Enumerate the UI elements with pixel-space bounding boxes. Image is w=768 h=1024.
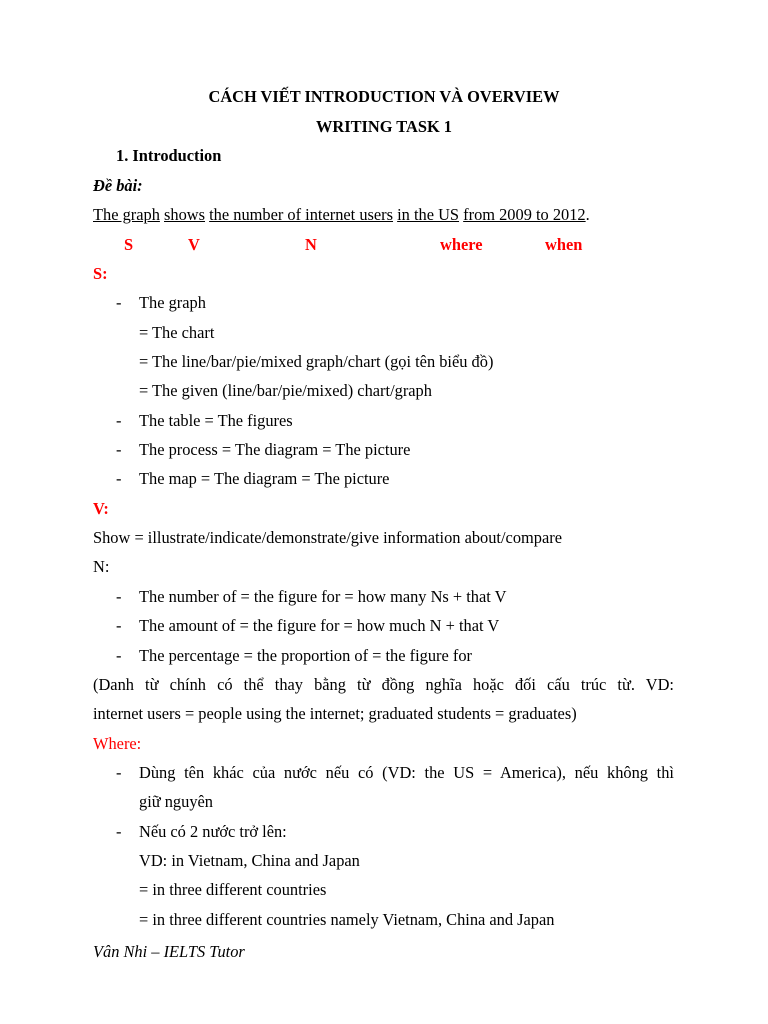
list-item-text: Nếu có 2 nước trở lên:: [139, 822, 287, 841]
sentence-verb: shows: [164, 205, 206, 224]
list-item-text: The amount of = the figure for = how much N + that V: [139, 616, 500, 635]
list-item-text: = The given (line/bar/pie/mixed) chart/graph: [139, 381, 432, 400]
v-line: Show = illustrate/indicate/demonstrate/give information about/compare: [93, 528, 562, 547]
bullet-dash: -: [116, 469, 122, 488]
document-title: CÁCH VIẾT INTRODUCTION VÀ OVERVIEW: [208, 87, 560, 106]
list-item-text: VD: in Vietnam, China and Japan: [139, 851, 360, 870]
bullet-dash: -: [116, 293, 122, 312]
list-item-text: = The chart: [139, 323, 215, 342]
sentence-when: from 2009 to 2012: [463, 205, 586, 224]
list-item-text: The map = The diagram = The picture: [139, 469, 390, 488]
list-item-text: The percentage = the proportion of = the figure for: [139, 646, 472, 665]
list-item-text: The process = The diagram = The picture: [139, 440, 411, 459]
sentence-noun: the number of internet users: [209, 205, 394, 224]
list-item-text: = in three different countries: [139, 880, 327, 899]
n-note-line: internet users = people using the internet; graduated students = graduates): [93, 704, 577, 723]
label-v: V: [188, 235, 200, 254]
bullet-dash: -: [116, 822, 122, 841]
sample-sentence: [93, 204, 590, 226]
list-item-text: = The line/bar/pie/mixed graph/chart (gọi tên biểu đồ): [139, 352, 494, 371]
list-item-text: The table = The figures: [139, 411, 293, 430]
bullet-dash: -: [116, 440, 122, 459]
list-item-text: The number of = the figure for = how many Ns + that V: [139, 587, 507, 606]
sentence-subject: The graph: [93, 205, 160, 224]
n-note-line: (Danh từ chính có thể thay bằng từ đồng nghĩa hoặc đối cấu trúc từ. VD:: [93, 675, 674, 694]
bullet-dash: -: [116, 646, 122, 665]
document-subtitle: WRITING TASK 1: [315, 117, 452, 136]
bullet-dash: -: [116, 411, 122, 430]
page-footer: Vân Nhi – IELTS Tutor: [93, 942, 245, 961]
sentence-period: .: [585, 205, 590, 224]
bullet-dash: -: [116, 763, 122, 782]
list-item-text: The graph: [139, 293, 206, 312]
label-when: when: [545, 235, 583, 254]
v-heading: V:: [93, 499, 109, 518]
de-bai-label: Đề bài:: [93, 176, 143, 195]
bullet-dash: -: [116, 587, 122, 606]
n-heading: N:: [93, 557, 110, 576]
bullet-dash: -: [116, 616, 122, 635]
list-item-text: giữ nguyên: [139, 792, 213, 811]
list-item-text: Dùng tên khác của nước nếu có (VD: the US = America), nếu không thì: [139, 763, 674, 782]
s-heading: S:: [93, 264, 108, 283]
where-heading: Where:: [93, 734, 142, 753]
label-s: S: [124, 235, 134, 254]
section-heading-introduction: 1. Introduction: [116, 146, 222, 165]
list-item-text: = in three different countries namely Vietnam, China and Japan: [139, 910, 555, 929]
label-n: N: [305, 235, 317, 254]
sentence-where: in the US: [397, 205, 460, 224]
label-where: where: [440, 235, 483, 254]
